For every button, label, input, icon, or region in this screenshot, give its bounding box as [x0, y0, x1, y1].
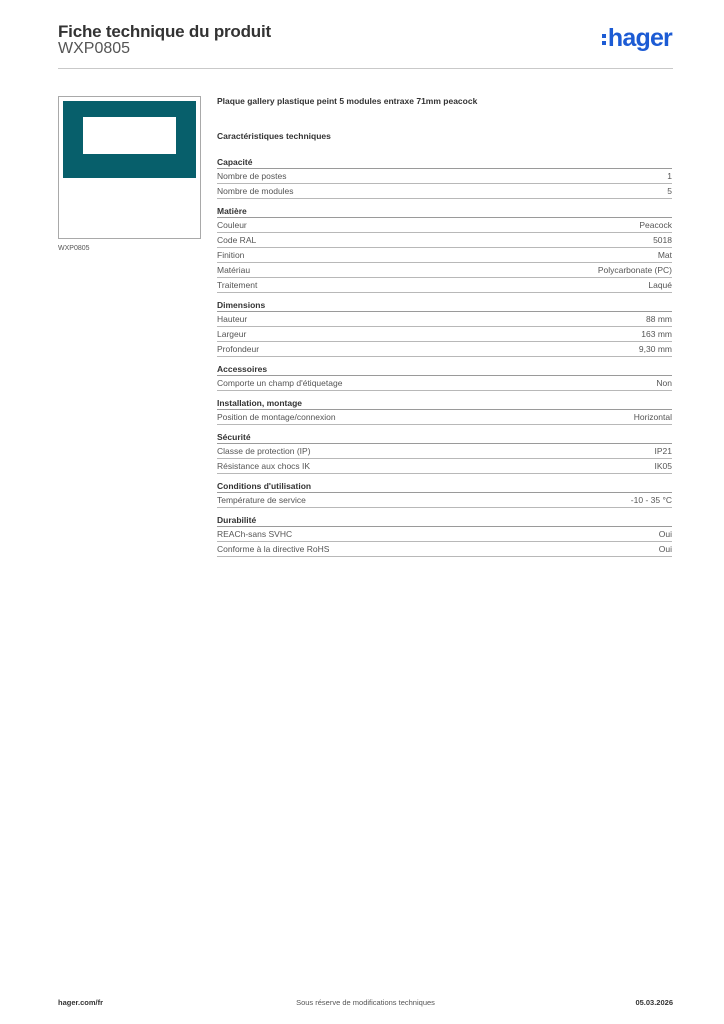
- spec-value: IK05: [654, 461, 672, 471]
- footer-date: 05.03.2026: [635, 998, 673, 1007]
- spec-row: [217, 312, 672, 327]
- spec-value: 5: [667, 186, 672, 196]
- spec-value: Polycarbonate (PC): [597, 265, 672, 275]
- footer-note: Sous réserve de modifications techniques: [296, 998, 435, 1007]
- spec-label: Profondeur: [217, 344, 260, 354]
- spec-value: Laqué: [648, 280, 672, 290]
- image-caption: WXP0805: [58, 245, 90, 252]
- spec-row: [217, 248, 672, 263]
- spec-value: IP21: [654, 446, 672, 456]
- document-title: Fiche technique du produit: [58, 22, 271, 41]
- spec-row: [217, 278, 672, 293]
- product-name: Plaque gallery plastique peint 5 modules entraxe 71mm peacock: [217, 96, 478, 106]
- website-link[interactable]: hager.com/fr: [58, 998, 104, 1007]
- spec-label: Code RAL: [217, 235, 257, 245]
- spec-label: Position de montage/connexion: [217, 412, 336, 422]
- hager-logo: [602, 26, 672, 51]
- spec-value: Oui: [658, 544, 672, 554]
- spec-label: Traitement: [217, 280, 258, 290]
- page-header: [58, 20, 673, 69]
- spec-label: Nombre de modules: [217, 186, 294, 196]
- logo-dots-icon: [602, 34, 606, 45]
- characteristics-heading: Caractéristiques techniques: [217, 131, 331, 141]
- spec-value: Peacock: [639, 220, 672, 230]
- spec-label: Finition: [217, 250, 245, 260]
- spec-label: Classe de protection (IP): [217, 446, 311, 456]
- spec-label: Conforme à la directive RoHS: [217, 544, 330, 554]
- product-reference: WXP0805: [58, 40, 131, 57]
- spec-row: [217, 263, 672, 278]
- spec-label: Température de service: [217, 495, 306, 505]
- group-title: Installation, montage: [217, 398, 303, 408]
- group-title: Conditions d'utilisation: [217, 481, 312, 491]
- group-title: Accessoires: [217, 364, 268, 374]
- spec-row: [217, 376, 672, 391]
- spec-label: Résistance aux chocs IK: [217, 461, 311, 471]
- spec-label: Couleur: [217, 220, 247, 230]
- spec-row: [217, 169, 672, 184]
- spec-label: Matériau: [217, 265, 251, 275]
- spec-row: [217, 410, 672, 425]
- spec-label: Comporte un champ d'étiquetage: [217, 378, 343, 388]
- spec-row: [217, 493, 672, 508]
- spec-value: Horizontal: [633, 412, 672, 422]
- spec-value: Non: [656, 378, 672, 388]
- product-image: [58, 96, 201, 239]
- spec-row: [217, 327, 672, 342]
- group-title: Sécurité: [217, 432, 251, 442]
- group-title: Matière: [217, 206, 247, 216]
- spec-content: [217, 96, 672, 557]
- spec-value: 5018: [653, 235, 672, 245]
- spec-label: Largeur: [217, 329, 247, 339]
- spec-value: 9,30 mm: [638, 344, 672, 354]
- group-title: Dimensions: [217, 300, 266, 310]
- plate-window: [83, 117, 176, 154]
- spec-row: [217, 184, 672, 199]
- spec-value: Mat: [657, 250, 672, 260]
- spec-value: -10 - 35 °C: [630, 495, 672, 505]
- spec-row: [217, 342, 672, 357]
- logo-text: hager: [607, 24, 672, 52]
- spec-row: [217, 233, 672, 248]
- spec-row: [217, 218, 672, 233]
- cover-plate-illustration: [63, 101, 196, 178]
- spec-value: 88 mm: [646, 314, 672, 324]
- spec-label: Hauteur: [217, 314, 248, 324]
- group-title: Capacité: [217, 157, 253, 167]
- spec-value: Oui: [658, 529, 672, 539]
- spec-value: 163 mm: [641, 329, 672, 339]
- page-footer: [58, 998, 673, 1010]
- spec-label: Nombre de postes: [217, 171, 287, 181]
- spec-groups: [217, 156, 672, 557]
- spec-row: [217, 444, 672, 459]
- group-title: Durabilité: [217, 515, 257, 525]
- spec-label: REACh-sans SVHC: [217, 529, 293, 539]
- spec-row: [217, 527, 672, 542]
- spec-row: [217, 542, 672, 557]
- spec-value: 1: [667, 171, 672, 181]
- spec-row: [217, 459, 672, 474]
